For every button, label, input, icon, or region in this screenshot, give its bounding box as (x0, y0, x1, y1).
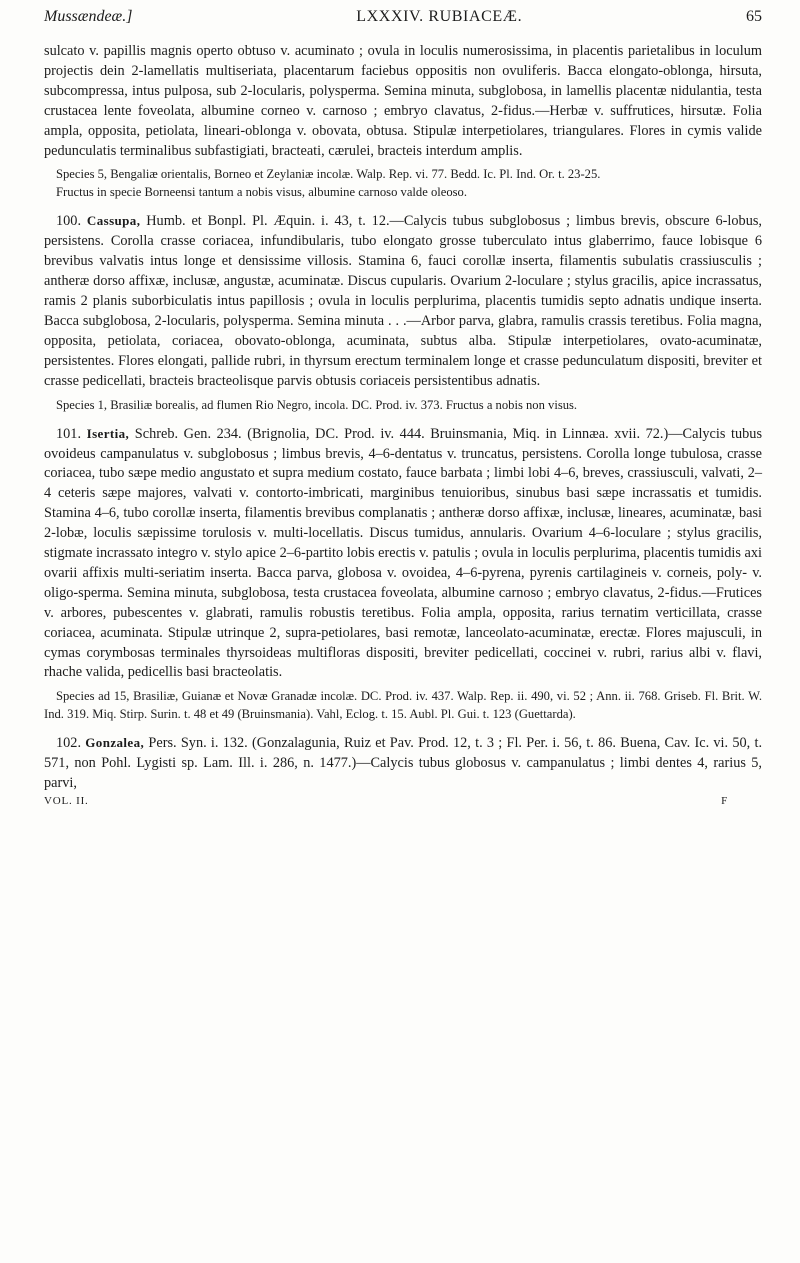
genus-name: Cassupa, (86, 213, 141, 229)
page-footer (44, 795, 762, 807)
genus-description (44, 424, 762, 684)
genus-species-note: Species 1, Brasiliæ borealis, ad flumen Rio Negro, incola. DC. Prod. iv. 373. Fructus a nobis non visus. (56, 397, 578, 412)
running-head-section: Mussændeæ.] (44, 8, 133, 25)
genus-entry-cassupa (44, 211, 762, 413)
genus-body: Humb. et Bonpl. Pl. Æquin. i. 43, t. 12.—Calycis tubus subglobosus ; limbus brevis, obscure 6-lobus, persistens. Corolla crasse coriacea, infundibularis, tubo elongato grosse tuberculato intus glaberrimo, fauce lobisque 6 brevibus valvatis intus longe et densissime villosis. Stamina 6, fauci corollæ inserta, filamentis subulatis crassiusculis ; antheræ dorso affixæ, inclusæ, angustæ, acuminatæ. Discus cupularis. Ovarium 2-loculare ; stylus gracilis, apice incrassatus, ramis 2 planis suborbiculatis intus papillosis ; ovula in loculis perplurima, placentis tumidis septo adnatis undique inserta. Bacca subglobosa, 2-locularis, polysperma. Semina minuta . . .—Arbor parva, glabra, ramulis crassis teretibus. Folia magna, opposita, petiolata, coriacea, obovato-oblonga, acuminata, subtus alba. Stipulæ interpetiolares, ovato-acuminatæ, persistentes. Flores elongati, pallide rubri, in thyrsum erectum terminalem longe et crasse pedunculatum dispositi, breviter et crasse pedicellati, bracteis bracteolisque parvis obtusis coriaceis persistentibus adnatis. (44, 213, 762, 389)
genus-number: 101. (56, 425, 82, 442)
genus-number: 102. (56, 735, 82, 752)
genus-species-note: Species ad 15, Brasiliæ, Guianæ et Novæ Granadæ incolæ. DC. Prod. iv. 437. Walp. Rep. ii. 490, vi. 52 ; Ann. ii. 768. Griseb. Fl. Brit. W. Ind. 319. Miq. Stirp. Surin. t. 48 et 49 (Bruinsmania). Vahl, Eclog. t. 15. Aubl. Pl. Gui. t. 123 (Guettarda). (44, 689, 762, 722)
intro-fructus-note: Fructus in specie Borneensi tantum a nobis visus, albumine carnoso valde oleoso. (56, 185, 467, 200)
page-number: 65 (746, 8, 762, 25)
intro-species-note: Species 5, Bengaliæ orientalis, Borneo et Zeylaniæ incolæ. Walp. Rep. vi. 77. Bedd. Ic. Pl. Ind. Or. t. 23-25. (56, 167, 601, 182)
genus-number: 100. (56, 213, 82, 230)
genus-entry-isertia (44, 424, 762, 724)
volume-label: VOL. II. (44, 795, 89, 808)
genus-body: Pers. Syn. i. 132. (Gonzalagunia, Ruiz et Pav. Prod. 12, t. 3 ; Fl. Per. i. 56, t. 86. Buena, Cav. Ic. vi. 50, t. 571, non Pohl. Lygisti sp. Lam. Ill. i. 286, n. 1477.)—Calycis tubus globosus v. campanulatus ; limbi dentes 4, rarius 5, parvi, (44, 735, 763, 792)
genus-name: Isertia, (86, 425, 130, 441)
genus-entry-gonzalea (44, 733, 762, 794)
genus-body: Schreb. Gen. 234. (Brignolia, DC. Prod. iv. 444. Bruinsmania, Miq. in Linnæa. xvii. 72.)—Calycis tubus ovoideus campanulatus v. subglobosus ; limbus brevis, 4–6-dentatus v. truncatus, persistens. Corolla longe tubulosa, crasse coriacea, tubo sæpe medio angustato et supra medium costato, fauce barbata ; limbi lobi 4–6, breves, crassiusculi, valvati, 2–4 ceteris sæpe majores, valvati v. contorto-imbricati, marginibus tenuioribus, sinubus basi sæpe incrassatis et tumidis. Stamina 4–6, tubo corollæ inserta, filamentis brevibus complanatis ; antheræ dorso affixæ, inclusæ, lineares, acuminatæ, basi 2-lobæ, loculis sæpissime torulosis v. multi-locellatis. Discus tumidus, annularis. Ovarium 4–6-loculare ; stylus gracilis, stigmate incrassato integro v. stylo apice 2–6-partito lobis erectis v. patulis ; ovula in loculis perplurima, placentis tumidis axi ovarii affixis multi-seriatim inserta. Bacca parva, globosa v. ovoidea, 4–6-pyrena, pyrenis cartilagineis v. corneis, poly- v. oligo-sperma. Semina minuta, subglobosa, testa crustacea foveolata, albumine carnoso ; embryo clavatus, 2-fidus.—Frutices v. arbores, pubescentes v. glabrati, ramulis robustis teretibus. Folia ampla, opposita, rarius ternatim verticillata, crasse coriacea, acuminata. Stipulæ utrinque 2, supra-petiolares, basi remotæ, lanceolato-acuminatæ, erectæ. Flores majusculi, in cymas corymbosas terminales thyrsoideas multifloras dispositi, breviter pedicellati, coccinei v. rubri, rarius albi v. flavi, rhache valida, pedicellis basi bracteolatis. (44, 425, 763, 681)
genus-name: Gonzalea, (85, 735, 145, 751)
genus-description (44, 211, 762, 391)
running-head-family: LXXXIV. RUBIACEÆ. (356, 8, 523, 25)
intro-paragraph: sulcato v. papillis magnis operto obtuso v. acuminato ; ovula in loculis numerosissima, in placentis parietalibus in loculum projectis dein 2-lamellatis multiseriata, placentarum faciebus oppositis non ovuliferis. Bacca elongato-oblonga, hirsuta, subcompressa, intus pulposa, sub 2-locularis, polysperma. Semina minuta, subglobosa, in lamellis placentæ nidulantia, testa crustacea lente foveolata, albumine corneo v. carnoso ; embryo clavatus, 2-fidus.—Herbæ v. suffrutices, hirsutæ. Folia ampla, opposita, petiolata, lineari-oblonga v. obovata, obtusa. Stipulæ interpetiolares, triangulares. Flores in cymis valide pedunculatis terminalibus subfastigiati, bracteati, cærulei, bracteis interdum amplis. (44, 43, 762, 159)
running-head (44, 8, 762, 26)
genus-description (44, 733, 762, 794)
signature-mark: F (721, 795, 728, 808)
